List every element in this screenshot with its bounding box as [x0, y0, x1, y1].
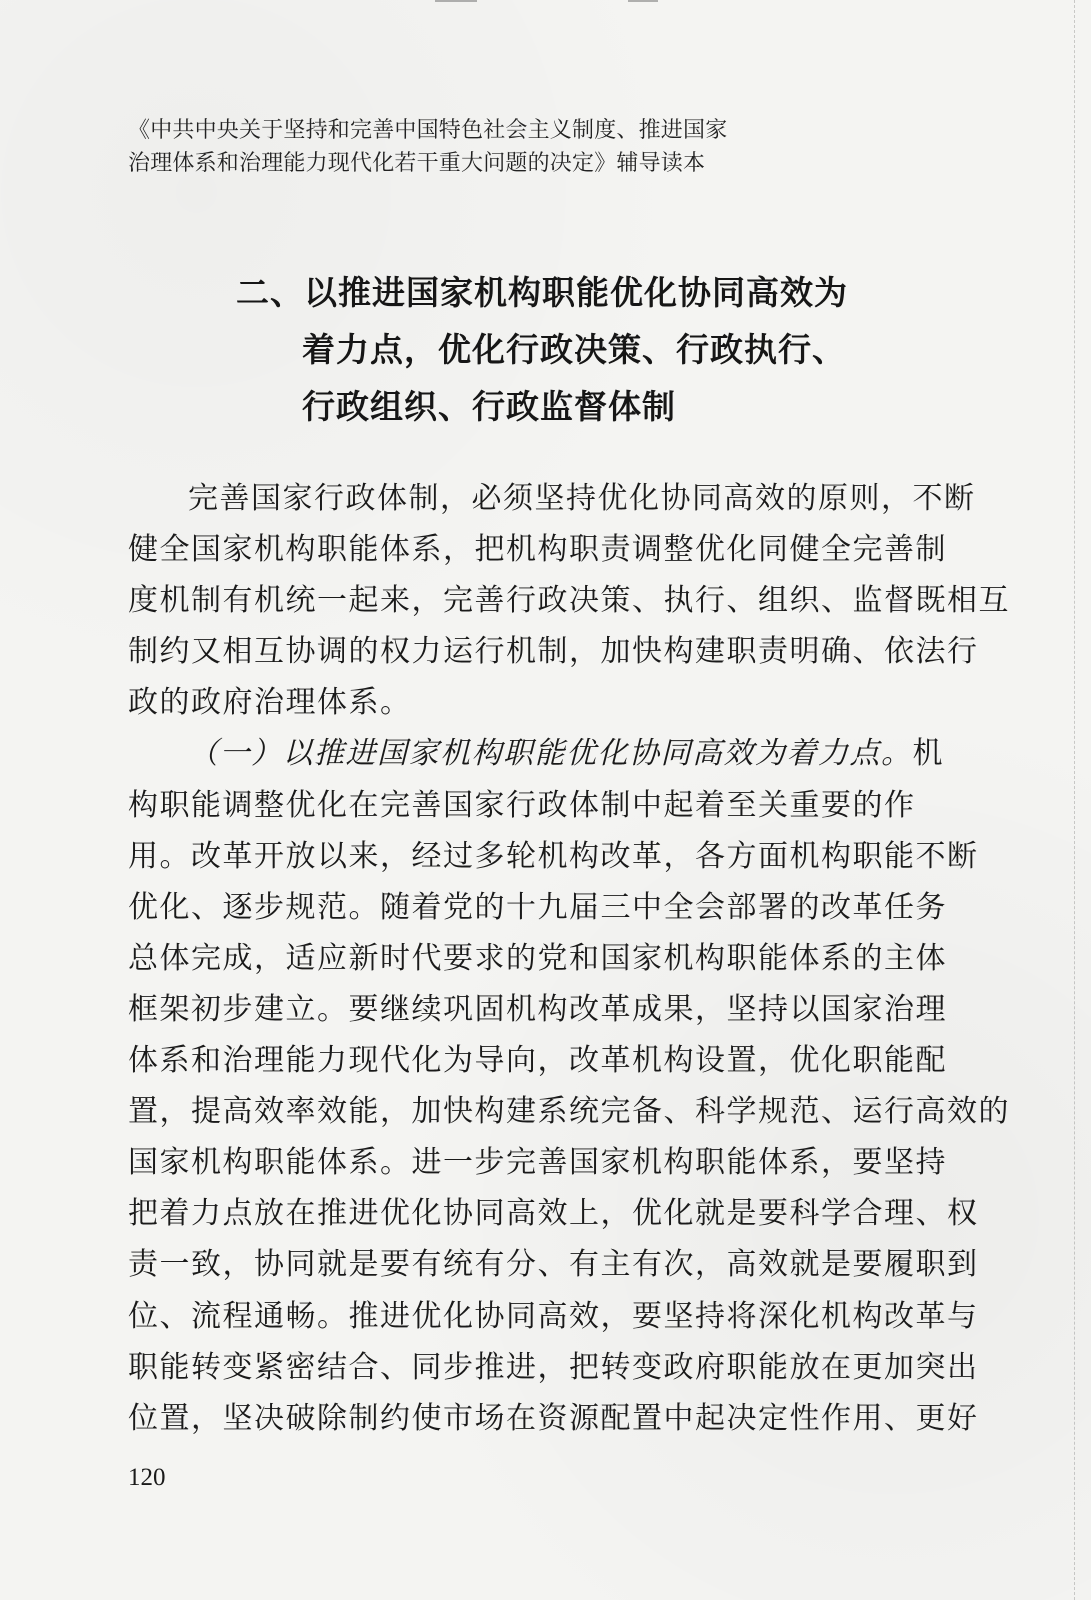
paragraph-line: 框架初步建立。要继续巩固机构改革成果，坚持以国家治理: [128, 991, 947, 1027]
scan-right-edge: [1074, 0, 1075, 1600]
running-header: [128, 114, 888, 180]
paragraph-line: 构职能调整优化在完善国家行政体制中起着至关重要的作: [128, 787, 916, 823]
section-title-line: 二、以推进国家机构职能优化协同高效为: [236, 273, 848, 312]
subsection-heading-line: [128, 728, 944, 779]
section-title: [236, 264, 996, 435]
scan-edge-mark: [435, 0, 477, 8]
scan-edge-mark: [628, 0, 658, 8]
paragraph-line: 位置，坚决破除制约使市场在资源配置中起决定性作用、更好: [128, 1400, 979, 1436]
paragraph-line: 责一致，协同就是要有统有分、有主有次，高效就是要履职到: [128, 1247, 979, 1283]
running-header-line: 《中共中央关于坚持和完善中国特色社会主义制度、推进国家: [128, 118, 728, 143]
paragraph-line: 政的政府治理体系。: [128, 685, 412, 721]
paragraph-line: 制约又相互协调的权力运行机制，加快构建职责明确、依法行: [128, 634, 979, 670]
paragraph-line: 完善国家行政体制，必须坚持优化协同高效的原则，不断: [188, 481, 976, 516]
page-number: 120: [128, 1464, 166, 1491]
subsection-heading: （一）以推进国家机构职能优化协同高效为着力点。: [188, 736, 913, 772]
section-title-line: 着力点，优化行政决策、行政执行、: [302, 330, 846, 369]
paragraph-line: 健全国家机构职能体系，把机构职责调整优化同健全完善制: [128, 532, 947, 568]
paragraph-line: 体系和治理能力现代化为导向，改革机构设置，优化职能配: [128, 1043, 947, 1079]
paragraph-line: 总体完成，适应新时代要求的党和国家机构职能体系的主体: [128, 940, 947, 976]
paragraph-line: 位、流程通畅。推进优化协同高效，要坚持将深化机构改革与: [128, 1298, 979, 1334]
paragraph-line: 把着力点放在推进优化协同高效上，优化就是要科学合理、权: [128, 1196, 979, 1232]
paragraph-line: 置，提高效率效能，加快构建系统完备、科学规范、运行高效的: [128, 1094, 1010, 1130]
paragraph-line: 优化、逐步规范。随着党的十九届三中全会部署的改革任务: [128, 889, 947, 925]
paragraph-line: 用。改革开放以来，经过多轮机构改革，各方面机构职能不断: [128, 838, 979, 874]
paragraph-line: 国家机构职能体系。进一步完善国家机构职能体系，要坚持: [128, 1145, 947, 1181]
paragraph-text: 机: [912, 736, 944, 772]
section-title-line: 行政组织、行政监督体制: [302, 387, 676, 426]
body-text: [128, 473, 1010, 1444]
running-header-line: 治理体系和治理能力现代化若干重大问题的决定》辅导读本: [128, 151, 706, 176]
paragraph-line: 职能转变紧密结合、同步推进，把转变政府职能放在更加突出: [128, 1349, 979, 1385]
paragraph-line: 度机制有机统一起来，完善行政决策、执行、组织、监督既相互: [128, 583, 1010, 619]
